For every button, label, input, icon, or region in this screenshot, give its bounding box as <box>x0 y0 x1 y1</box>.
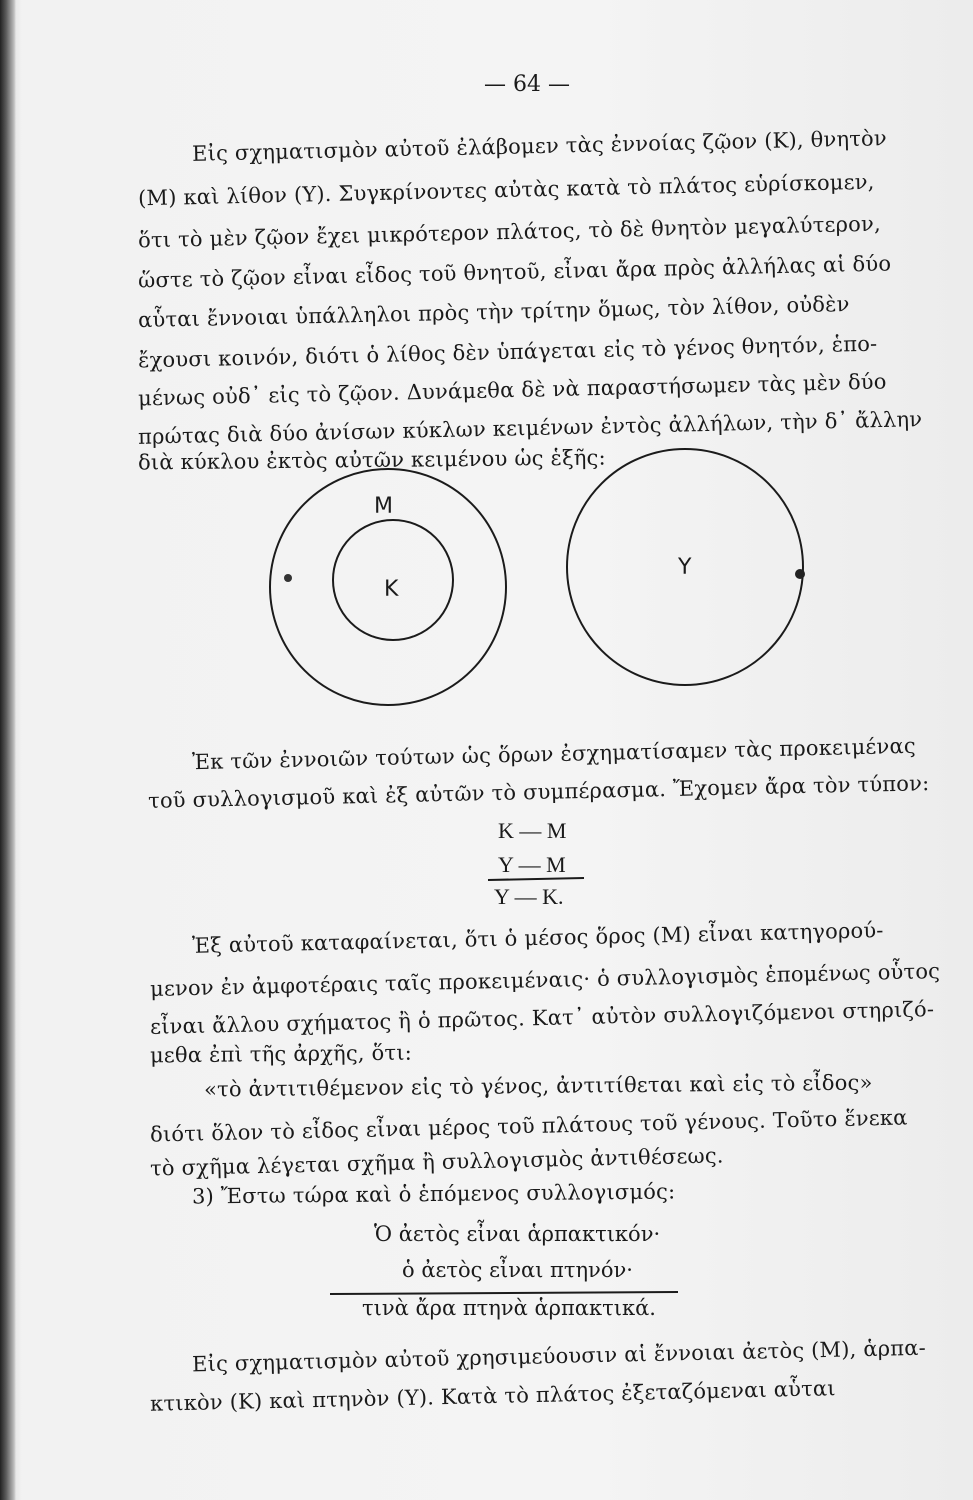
text-line: (Μ) καὶ λίθον (Υ). Συγκρίνοντες αὐτὰς κατὰ τὸ πλάτος εὑρίσκομεν, <box>137 169 875 211</box>
text-line: ἔχουσι κοινόν, διότι ὁ λίθος δὲν ὑπάγεται εἰς τὸ γένος θνητόν, ἑπο- <box>137 331 878 373</box>
text-line: ὥστε τὸ ζῷον εἶναι εἶδος τοῦ θνητοῦ, εἶναι ἄρα πρὸς ἀλλήλας αἱ δύο <box>137 251 892 293</box>
label-K: Κ <box>384 577 399 602</box>
text-line: τὸ σχῆμα λέγεται σχῆμα ἢ συλλογισμὸς ἀντιθέσεως. <box>149 1143 724 1181</box>
syllogism-premise: ὁ ἀετὸς εἶναι πτηνόν· <box>402 1258 633 1282</box>
text-line: εἶναι ἄλλου σχήματος ἢ ὁ πρῶτος. Κατ᾽ αὐτὸν συλλογιζόμενοι στηριζό- <box>149 997 935 1039</box>
text-line: διὰ κύκλου ἐκτὸς αὐτῶν κειμένου ὡς ἑξῆς: <box>137 445 606 475</box>
label-Y: Υ <box>678 555 692 580</box>
text-line: 3) Ἔστω τώρα καὶ ὁ ἑπόμενος συλλογισμός: <box>191 1179 676 1209</box>
text-line: Εἰς σχηματισμὸν αὐτοῦ χρησιμεύουσιν αἱ ἔννοιαι ἀετὸς (Μ), ἁρπα- <box>191 1335 927 1377</box>
text-line: αὗται ἔννοιαι ὑπάλληλοι πρὸς τὴν τρίτην ὅμως, τὸν λίθον, οὐδὲν <box>137 291 850 333</box>
syllogism-conclusion: τινὰ ἄρα πτηνὰ ἁρπακτικά. <box>362 1296 656 1320</box>
syllogism-premise: Ὁ ἀετὸς εἶναι ἁρπακτικόν· <box>374 1222 661 1246</box>
quote-line: «τὸ ἀντιτιθέμενον εἰς τὸ γένος, ἀντιτίθεται καὶ εἰς τὸ εἶδος» <box>203 1070 873 1102</box>
text-line: μενον ἐν ἀμφοτέραις ταῖς προκειμέναις· ὁ συλλογισμὸς ἑπομένως οὗτος <box>149 959 941 1001</box>
text-line: Εἰς σχηματισμὸν αὐτοῦ ἐλάβομεν τὰς ἐννοίας ζῷον (Κ), θνητὸν <box>191 126 888 166</box>
text-line: μένως οὐδ᾽ εἰς τὸ ζῷον. Δυνάμεθα δὲ νὰ παραστήσωμεν τὰς μὲν δύο <box>137 369 887 411</box>
ink-dot <box>795 569 805 579</box>
text-line: Ἐκ τῶν ἐννοιῶν τούτων ὡς ὅρων ἐσχηματίσαμεν τὰς προκειμένας <box>191 733 917 775</box>
formula-line: Κ — Μ <box>498 818 567 843</box>
text-line: ὅτι τὸ μὲν ζῷον ἔχει μικρότερον πλάτος, τὸ δὲ θνητὸν μεγαλύτερον, <box>137 211 882 253</box>
formula-line: Υ — Μ <box>498 852 566 877</box>
formula-rule <box>488 878 584 880</box>
text-line: διότι ὅλον τὸ εἶδος εἶναι μέρος τοῦ πλάτους τοῦ γένους. Τοῦτο ἕνεκα <box>149 1105 908 1147</box>
syllogism-rule <box>330 1292 678 1294</box>
text-line: Ἐξ αὐτοῦ καταφαίνεται, ὅτι ὁ μέσος ὅρος (Μ) εἶναι κατηγορού- <box>191 918 884 958</box>
ink-dot <box>284 574 292 582</box>
text-line: μεθα ἐπὶ τῆς ἀρχῆς, ὅτι: <box>149 1040 413 1068</box>
text-line: κτικὸν (Κ) καὶ πτηνὸν (Υ). Κατὰ τὸ πλάτος ἐξεταζόμεναι αὗται <box>149 1376 836 1416</box>
formula-line: Υ — Κ. <box>494 884 564 909</box>
label-M: Μ <box>374 494 393 519</box>
page-number: — 64 — <box>484 72 570 97</box>
text-line: τοῦ συλλογισμοῦ καὶ ἐξ αὐτῶν τὸ συμπέρασμα. Ἔχομεν ἄρα τὸν τύπον: <box>147 771 930 813</box>
text-line: πρώτας διὰ δύο ἀνίσων κύκλων κειμένων ἐντὸς ἀλλήλων, τὴν δ᾽ ἄλλην <box>137 407 923 449</box>
